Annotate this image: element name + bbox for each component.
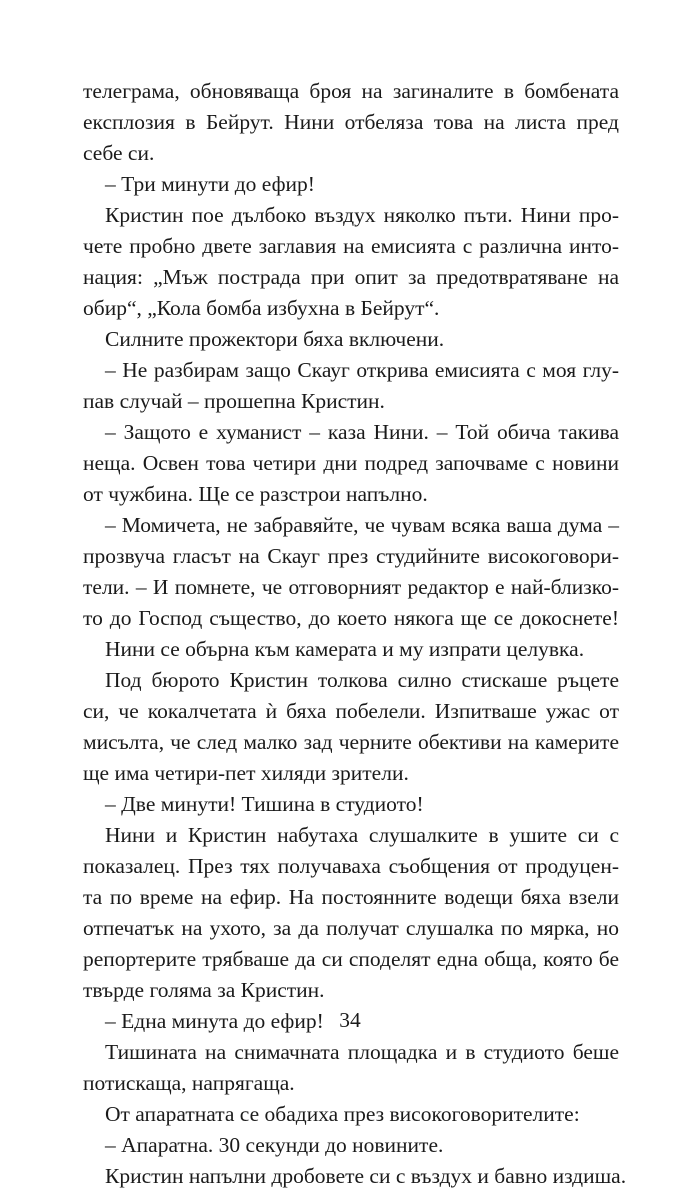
text-line: Нини се обърна към камерата и му изпрати целувка. — [105, 637, 585, 661]
text-line: неща. Освен това четири дни подред започваме с новини — [83, 451, 619, 475]
text-line: то до Господ същество, до което някога ще се докоснете! — [83, 606, 619, 630]
page-number: 34 — [339, 1008, 361, 1032]
text-line: – Две минути! Тишина в студиото! — [105, 792, 424, 816]
text-line: отпечатък на ухото, за да получат слушалка по мярка, но — [83, 916, 619, 940]
text-line: – Една минута до ефир! — [105, 1009, 324, 1033]
text-line: ще има четири-пет хиляди зрители. — [83, 761, 409, 785]
text-line: мисълта, че след малко зад черните обективи на камерите — [83, 730, 619, 754]
text-line: пав случай – прошепна Кристин. — [83, 389, 385, 413]
text-line: – Три минути до ефир! — [105, 172, 315, 196]
text-line: си, че кокалчетата ѝ бяха побелели. Изпитваше ужас от — [83, 699, 619, 723]
text-line: прозвуча гласът на Скауг през студийните високоговори- — [83, 544, 619, 568]
text-line: телеграма, обновяваща броя на загиналите в бомбената — [83, 79, 619, 103]
text-line: потискаща, напрягаща. — [83, 1071, 295, 1095]
text-line: репортерите трябваше да си споделят една обща, която бе — [83, 947, 619, 971]
text-line: твърде голяма за Кристин. — [83, 978, 325, 1002]
text-line: – Не разбирам защо Скауг открива емисията с моя глу- — [105, 358, 619, 382]
text-line: – Момичета, не забравяйте, че чувам всяка ваша дума – — [105, 513, 619, 537]
text-line: – Защото е хуманист – каза Нини. – Той обича такива — [105, 420, 619, 444]
text-line: експлозия в Бейрут. Нини отбеляза това на листа пред — [83, 110, 619, 134]
text-line: тели. – И помнете, че отговорният редактор е най-близко- — [83, 575, 619, 599]
text-line: себе си. — [83, 141, 155, 165]
text-line: показалец. През тях получаваха съобщения от продуцен- — [83, 854, 619, 878]
text-line: От апаратната се обадиха през високоговорителите: — [105, 1102, 580, 1126]
text-line: Силните прожектори бяха включени. — [105, 327, 445, 351]
text-line: Под бюрото Кристин толкова силно стискаше ръцете — [105, 668, 619, 692]
text-line: – Апаратна. 30 секунди до новините. — [105, 1133, 444, 1157]
text-line: от чужбина. Ще се разстрои напълно. — [83, 482, 428, 506]
text-line: та по време на ефир. На постоянните водещи бяха взели — [83, 885, 619, 909]
text-line: Тишината на снимачната площадка и в студиото беше — [105, 1040, 619, 1064]
text-line: Кристин пое дълбоко въздух няколко пъти. Нини про- — [105, 203, 619, 227]
text-line: Кристин напълни дробовете си с въздух и бавно издиша. — [105, 1164, 627, 1188]
text-line: нация: „Мъж пострада при опит за предотвратяване на — [83, 265, 619, 289]
text-line: обир“, „Кола бомба избухна в Бейрут“. — [83, 296, 440, 320]
text-line: Нини и Кристин набутаха слушалките в ушите си с — [105, 823, 619, 847]
text-line: чете пробно двете заглавия на емисията с различна инто- — [83, 234, 619, 258]
